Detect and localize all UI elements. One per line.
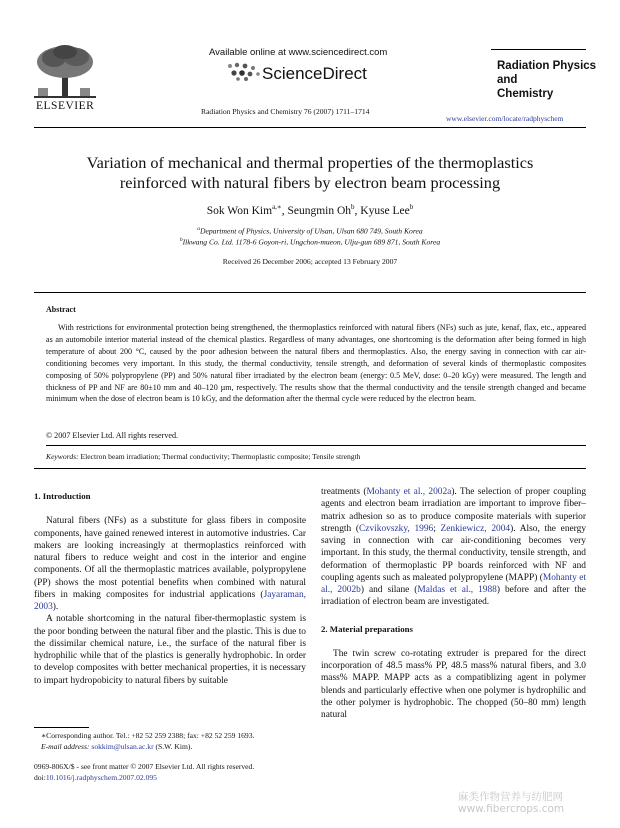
watermark: 麻类作物营养与纺肥网 www.fibercrops.com: [458, 791, 565, 815]
citation-link[interactable]: Maldas et al., 1988: [417, 585, 497, 595]
abstract-heading: Abstract: [46, 305, 76, 314]
paragraph: A notable shortcoming in the natural fiber-thermoplastic system is the poor bonding between the natural fiber and the plastic. This is due to the dissimilar chemical nature, i.e., the surface of the natural fiber is hydrophilic while that of the plastics is generally hydrophobic. In order to develop composites with better mechanical properties, it is necessary to impart hydropobicity to natural fibers by suitable: [34, 614, 306, 686]
journal-homepage-link[interactable]: www.elsevier.com/locate/radphyschem: [446, 114, 564, 123]
article-title: Variation of mechanical and thermal properties of the thermoplastics reinforced with natural fibers by electron beam processing: [86, 153, 534, 192]
affiliation-a: $^a$Department of Physics, University of Ulsan, Ulsan 680 749, South Korea: [197, 226, 423, 236]
author-name: Kyuse Lee: [360, 204, 410, 217]
author-list: Sok Won Kim$^{a,∗}$, Seungmin Oh$^b$, Kyuse Lee$^b$: [206, 203, 414, 217]
corresponding-author-footnote: ∗Corresponding author. Tel.: +82 52 259 2388; fax: +82 52 259 1693. E-mail address: sokkim@ulsan.ac.kr (S.W. Kim).: [41, 731, 255, 751]
abstract-copyright: © 2007 Elsevier Ltd. All rights reserved.: [46, 431, 179, 440]
publisher-name: ELSEVIER: [36, 100, 95, 112]
right-column: [321, 486, 586, 721]
journal-title: Radiation Physics and Chemistry: [497, 60, 597, 100]
doi-link[interactable]: 10.1016/j.radphyschem.2007.02.095: [45, 773, 157, 782]
affiliation-b: $^b$Ilkwang Co. Ltd. 1178-6 Goyon-ri, Ungchon-mueon, Ulju-gun 689 871, South Korea: [179, 237, 441, 247]
keywords-line: Keywords: Electron beam irradiation; Thermal conductivity; Thermoplastic composite; Tensile strength: [46, 452, 361, 461]
citation-link[interactable]: Mohanty et al., 2002a: [366, 487, 452, 497]
article-issn-doi: 0969-806X/$ - see front matter © 2007 Elsevier Ltd. All rights reserved. doi:10.1016/j.radphyschem.2007.02.095: [34, 762, 255, 782]
available-online-text: Available online at www.sciencedirect.com: [209, 47, 388, 58]
author-name: Seungmin Oh: [287, 204, 352, 217]
section-heading-materials: 2. Material preparations: [321, 623, 413, 634]
author-email-link[interactable]: sokkim@ulsan.ac.kr: [91, 742, 154, 751]
paragraph: The twin screw co-rotating extruder is prepared for the direct incorporation of 48.5 mass% PP, 48.5 mass% natural fibers, and 3.0 mass% MAPP. MAPP acts as a compatiblizing agent in polymer blends and particularly effective when one polymer is hydrophilic and the other polymer is hydrophobic. The chopped (50–80 mm) length natural: [321, 648, 586, 720]
paragraph: treatments (Mohanty et al., 2002a). The selection of proper coupling agents and electron beam irradiation are important to improve fiber–matrix adhesion so as to produce composite materials with superior strength (Czvikovszky, 1996; Zenkiewicz, 2004). Also, the energy saving in connection with car air-conditioning becomes very important. In this study, the thermal conductivity, tensile strength, and deformation of thermoplastic PP boards reinforced with NF and coupling agents such as maleated polypropylene (MAPP) (Mohanty et al., 2002b) and silane (Maldas et al., 1988) before and after the irradiation of electron beam are investigated.: [321, 487, 587, 608]
elsevier-tree-logo: [34, 44, 96, 98]
citation-link[interactable]: Czvikovszky, 1996: [359, 523, 434, 534]
footnote-rule: [34, 727, 89, 728]
keywords-divider-bottom: [34, 468, 586, 469]
citation-link[interactable]: Mohanty et al., 2002b: [321, 572, 586, 595]
journal-citation: Radiation Physics and Chemistry 76 (2007) 1711–1714: [201, 107, 370, 116]
header-divider: [34, 127, 586, 128]
citation-link[interactable]: Zenkiewicz, 2004: [440, 523, 511, 534]
citation-link[interactable]: Jayaraman, 2003: [34, 589, 306, 612]
sciencedirect-logo-text: ScienceDirect: [262, 64, 367, 83]
sciencedirect-dots-icon: [224, 62, 264, 82]
received-dates: Received 26 December 2006; accepted 13 February 2007: [222, 257, 398, 266]
keywords-divider-top: [46, 445, 586, 446]
abstract-text: With restrictions for environmental protection being strengthened, the thermoplastics reinforced with natural fibers (NFs) such as jute, kenaf, flax, etc., appeared as an automobile interior material instead of the chemical plastics. Regardless of many advantages, one shortcoming is the deformation after being formed in high temperature of about 200 °C, caused by the poor adhesion between the natural fibers and thermoplastics. Also, the energy saving in connection with car air-conditioning becomes very important. In this study, the thermal conductivity, tensile strength, and deformation of several kinds of thermoplastic composites composing of 50% polypropylene (PP) and 50% natural fiber irradiated by the electron beam (energy: 0.5 MeV, dose: 0–20 kGy) were measured. The length and thickness of PP and NF are 80±10 mm and 40–120 µm, respectively. The results show that the thermal conductivity and the tensile strength changed and became minimum when the dose of electron beam is 10 kGy, and the deformation after the thermal cycle were reduced by the electron beam.: [46, 323, 586, 404]
author-name: Sok Won Kim: [206, 204, 273, 217]
paragraph: Natural fibers (NFs) as a substitute for glass fibers in composite components, have gained renewed interest in automotive industries. Car makers are looking increasingly at thermoplastics reinforced with natural fibers to reduce weight and cost in the interior and engine components. Of all the thermoplastic matrices available, polypropylene (PP) shows the most potential benefits when combined with natural fibers in making composites for industrial applications (Jayaraman, 2003).: [34, 516, 306, 612]
section-heading-introduction: 1. Introduction: [34, 491, 91, 501]
abstract-divider: [34, 292, 586, 293]
left-column: [34, 490, 306, 687]
